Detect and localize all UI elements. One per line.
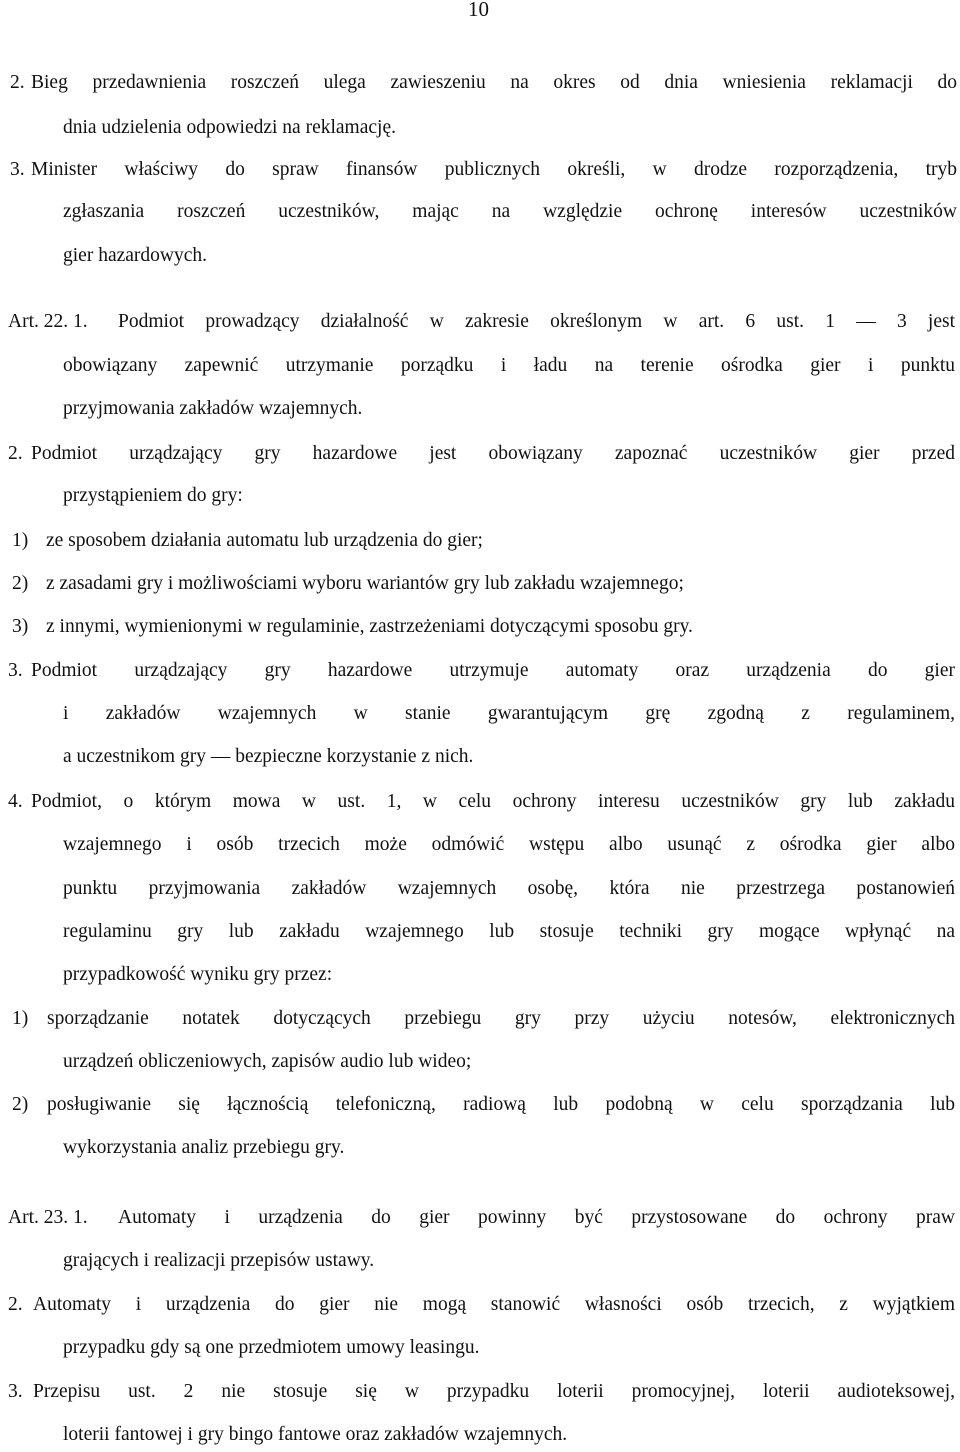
text-line: przystąpieniem do gry:: [63, 485, 243, 506]
paragraph-number: 3): [12, 616, 29, 637]
paragraph-number: 1): [12, 530, 29, 551]
text-line: Podmiot urządzający gry hazardowe jest obowiązany zapoznać uczestników gier przed: [31, 443, 955, 464]
paragraph-number: 2.: [10, 72, 25, 93]
text-line: dnia udzielenia odpowiedzi na reklamację.: [63, 117, 396, 138]
page-number: 10: [468, 0, 489, 21]
text-line: wzajemnego i osób trzecich może odmówić wstępu albo usunąć z ośrodka gier albo: [63, 834, 955, 855]
text-line: punktu przyjmowania zakładów wzajemnych osobę, która nie przestrzega postanowień: [63, 878, 955, 899]
paragraph-number: 2): [12, 1094, 29, 1115]
text-line: Automaty i urządzenia do gier powinny być przystosowane do ochrony praw: [118, 1207, 955, 1228]
text-line: grających i realizacji przepisów ustawy.: [63, 1250, 375, 1271]
text-line: sporządzanie notatek dotyczących przebiegu gry przy użyciu notesów, elektronicznych: [47, 1008, 955, 1029]
text-line: Podmiot urządzający gry hazardowe utrzymuje automaty oraz urządzenia do gier: [31, 660, 955, 681]
text-line: Podmiot prowadzący działalność w zakresie określonym w art. 6 ust. 1 — 3 jest: [118, 311, 955, 332]
text-line: Bieg przedawnienia roszczeń ulega zawieszeniu na okres od dnia wniesienia reklamacji do: [31, 72, 957, 93]
text-line: przyjmowania zakładów wzajemnych.: [63, 398, 363, 419]
paragraph-number: 2.: [8, 1294, 23, 1315]
paragraph-number: 4.: [8, 791, 23, 812]
text-line: Automaty i urządzenia do gier nie mogą stanowić własności osób trzecich, z wyjątkiem: [33, 1294, 955, 1315]
text-line: zgłaszania roszczeń uczestników, mając na względzie ochronę interesów uczestników: [63, 201, 957, 222]
paragraph-number: Art. 23. 1.: [8, 1207, 88, 1228]
paragraph-number: 2.: [8, 443, 23, 464]
text-line: i zakładów wzajemnych w stanie gwarantującym grę zgodną z regulaminem,: [63, 703, 955, 724]
text-line: Przepisu ust. 2 nie stosuje się w przypadku loterii promocyjnej, loterii audioteksowej,: [33, 1381, 955, 1402]
text-line: Minister właściwy do spraw finansów publicznych określi, w drodze rozporządzenia, tryb: [31, 159, 957, 180]
text-line: obowiązany zapewnić utrzymanie porządku i ładu na terenie ośrodka gier i punktu: [63, 355, 955, 376]
text-line: posługiwanie się łącznością telefoniczną, radiową lub podobną w celu sporządzania lub: [47, 1094, 955, 1115]
text-line: gier hazardowych.: [63, 245, 208, 266]
paragraph-number: Art. 22. 1.: [8, 311, 88, 332]
text-line: ze sposobem działania automatu lub urządzenia do gier;: [46, 530, 483, 551]
text-line: Podmiot, o którym mowa w ust. 1, w celu ochrony interesu uczestników gry lub zakładu: [31, 791, 955, 812]
text-line: wykorzystania analiz przebiegu gry.: [63, 1137, 345, 1158]
text-line: loterii fantowej i gry bingo fantowe oraz zakładów wzajemnych.: [63, 1424, 568, 1445]
paragraph-number: 3.: [8, 660, 23, 681]
text-line: przypadkowość wyniku gry przez:: [63, 964, 333, 985]
paragraph-number: 3.: [10, 159, 25, 180]
text-line: urządzeń obliczeniowych, zapisów audio lub wideo;: [63, 1051, 472, 1072]
text-line: z innymi, wymienionymi w regulaminie, zastrzeżeniami dotyczącymi sposobu gry.: [46, 616, 693, 637]
text-line: przypadku gdy są one przedmiotem umowy leasingu.: [63, 1337, 480, 1358]
text-line: a uczestnikom gry — bezpieczne korzystanie z nich.: [63, 746, 474, 767]
paragraph-number: 2): [12, 573, 29, 594]
text-line: z zasadami gry i możliwościami wyboru wariantów gry lub zakładu wzajemnego;: [46, 573, 684, 594]
paragraph-number: 1): [12, 1008, 29, 1029]
paragraph-number: 3.: [8, 1381, 23, 1402]
text-line: regulaminu gry lub zakładu wzajemnego lub stosuje techniki gry mogące wpłynąć na: [63, 921, 955, 942]
